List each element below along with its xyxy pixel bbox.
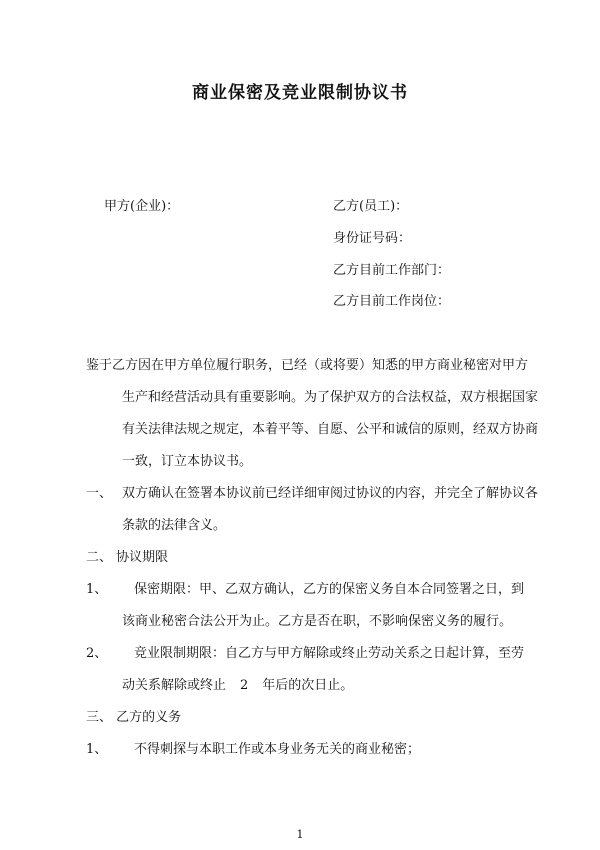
party-b-label: 乙方(员工)： [333, 199, 409, 214]
term-years: 2 [240, 678, 249, 693]
section-3-heading: 三、 乙方的义务 [86, 710, 182, 725]
document-title: 商业保密及竞业限制协议书 [192, 83, 408, 103]
preamble-line: 一致，订立本协议书。 [122, 454, 253, 469]
term-suffix: 年后的次日止。 [262, 678, 354, 693]
section-2-heading: 二、 协议期限 [86, 550, 169, 565]
preamble-line: 生产和经营活动具有重要影响。为了保护双方的合法权益，双方根据国家 [122, 390, 539, 405]
department-label: 乙方目前工作部门： [333, 263, 451, 278]
party-a-label: 甲方(企业)： [104, 199, 180, 214]
item-2-2-line [122, 674, 353, 693]
id-number-label: 身份证号码： [333, 231, 412, 246]
position-label: 乙方目前工作岗位： [333, 294, 451, 309]
preamble-line: 鉴于乙方因在甲方单位履行职务，已经（或将要）知悉的甲方商业秘密对甲方 [86, 358, 529, 373]
preamble-line: 有关法律法规之规定，本着平等、自愿、公平和诚信的原则，经双方协商 [122, 422, 539, 437]
item-3-1-marker: 1、 [86, 742, 108, 757]
item-2-1-line: 保密期限：甲、乙双方确认，乙方的保密义务自本合同签署之日，到 [134, 582, 525, 597]
page-number: 1 [296, 828, 304, 841]
section-1-line: 双方确认在签署本协议前已经详细审阅过协议的内容，并完全了解协议各 [122, 486, 539, 501]
item-2-2-line: 竞业限制期限：自乙方与甲方解除或终止劳动关系之日起计算，至劳 [134, 646, 525, 661]
section-1-line: 条款的法律含义。 [122, 518, 227, 533]
item-2-1-line: 该商业秘密合法公开为止。乙方是否在职，不影响保密义务的履行。 [122, 614, 513, 629]
item-2-2-marker: 2、 [86, 646, 108, 661]
term-prefix: 动关系解除或终止 [122, 678, 227, 693]
item-3-1-text: 不得刺探与本职工作或本身业务无关的商业秘密； [134, 742, 421, 757]
section-1-marker: 一、 [86, 486, 113, 501]
item-2-1-marker: 1、 [86, 582, 108, 597]
